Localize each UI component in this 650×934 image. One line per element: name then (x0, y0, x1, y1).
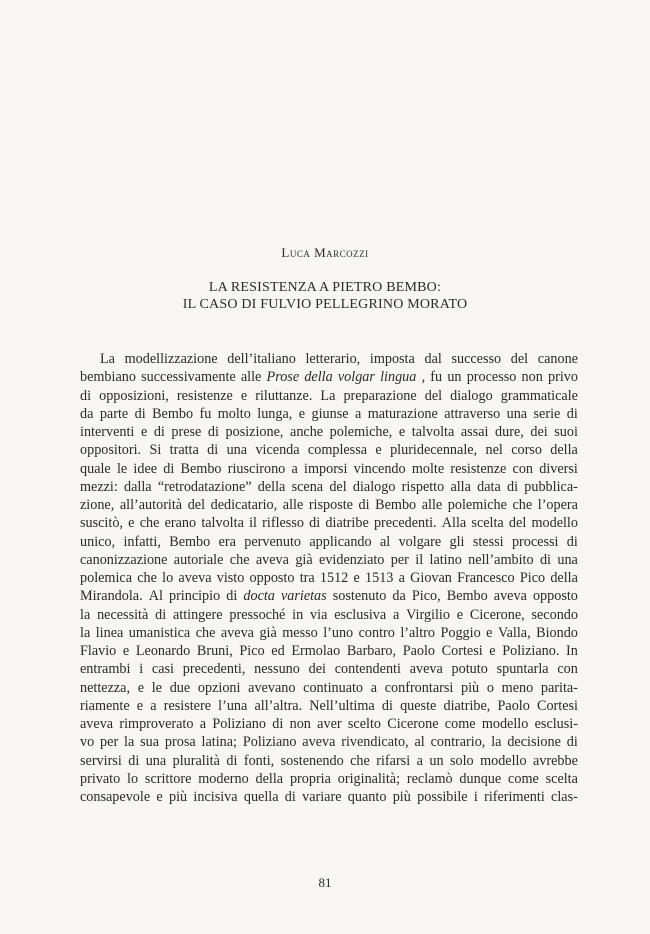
text-line: polemica che lo aveva visto opposto tra 1512 e 1513 a Giovan Francesco Pico della (80, 570, 578, 586)
author-name: Luca Marcozzi (281, 245, 369, 260)
text-line: servirsi di una pluralità di fonti, sostenendo che rifarsi a un solo modello avrebbe (80, 752, 578, 769)
text-line: zione, all’autorità del dedicatario, alle risposte di Bembo alle polemiche che l’opera (80, 497, 578, 513)
page-number: 81 (318, 875, 332, 890)
text-line: mezzi: dalla “retrodatazione” della scena del dialogo rispetto alla data di pubblica- (80, 478, 578, 495)
title-line: LA RESISTENZA A PIETRO BEMBO: (208, 280, 442, 295)
text-line: riamente e a resistere l’una all’altra. Nell’ultima di queste diatribe, Paolo Cortesi (80, 697, 578, 714)
text-line: privato lo scrittore moderno della propria originalità; reclamò dunque come scelta (80, 770, 578, 787)
text-line: quale le idee di Bembo riuscirono a imporsi vincendo molte resistenze con diversi (80, 460, 578, 477)
text-line: vo per la sua prosa latina; Poliziano aveva rivendicato, al contrario, la decisione di (80, 734, 578, 751)
text-line: oppositori. Si tratta di una vicenda complessa e pluridecennale, nel corso della (80, 442, 578, 459)
text-line: entrambi i casi precedenti, nessuno dei contendenti aveva potuto spuntarla con (80, 661, 578, 678)
text-line: da parte di Bembo fu molto lunga, e giunse a maturazione attraverso una serie di (80, 405, 578, 422)
text-line: bembiano successivamente alle Prose della volgar lingua , fu un processo non privo (80, 369, 578, 386)
body-text (80, 350, 578, 806)
title-line: IL CASO DI FULVIO PELLEGRINO MORATO (182, 297, 468, 312)
chapter-title (0, 279, 650, 313)
text-line: Flavio e Leonardo Bruni, Pico ed Ermolao Barbaro, Paolo Cortesi e Poliziano. In (80, 643, 578, 659)
text-line: di opposizioni, resistenze e riluttanze. La preparazione del dialogo grammaticale (80, 387, 578, 404)
text-line: la linea umanistica che aveva già messo l’uno contro l’altro Poggio e Valla, Biondo (80, 624, 578, 641)
text-line: la necessità di attingere pressoché in via esclusiva a Virgilio e Cicerone, secondo (80, 606, 578, 623)
text-line: interventi e di prese di posizione, anche polemiche, e talvolta assai dure, dei suoi (80, 424, 578, 440)
text-line: aveva rimproverato a Poliziano di non aver scelto Cicerone come modello esclusi- (80, 716, 578, 732)
text-line: Mirandola. Al principio di docta varietas sostenuto da Pico, Bembo aveva opposto (80, 588, 578, 605)
text-line: nettezza, e le due opzioni avevano continuato a confrontarsi più o meno parita- (80, 679, 578, 696)
text-line: consapevole e più incisiva quella di variare quanto più possibile i riferimenti clas- (80, 789, 578, 805)
text-line: La modellizzazione dell’italiano letterario, imposta dal successo del canone (100, 351, 578, 367)
text-line: suscitò, e che erano talvolta il riflesso di diatribe precedenti. Alla scelta del modello (80, 515, 578, 532)
text-line: unico, infatti, Bembo era pervenuto applicando al volgare gli stessi processi di (80, 533, 578, 550)
text-line: canonizzazione autoriale che aveva già evidenziato per il latino nell’ambito di una (80, 551, 578, 568)
